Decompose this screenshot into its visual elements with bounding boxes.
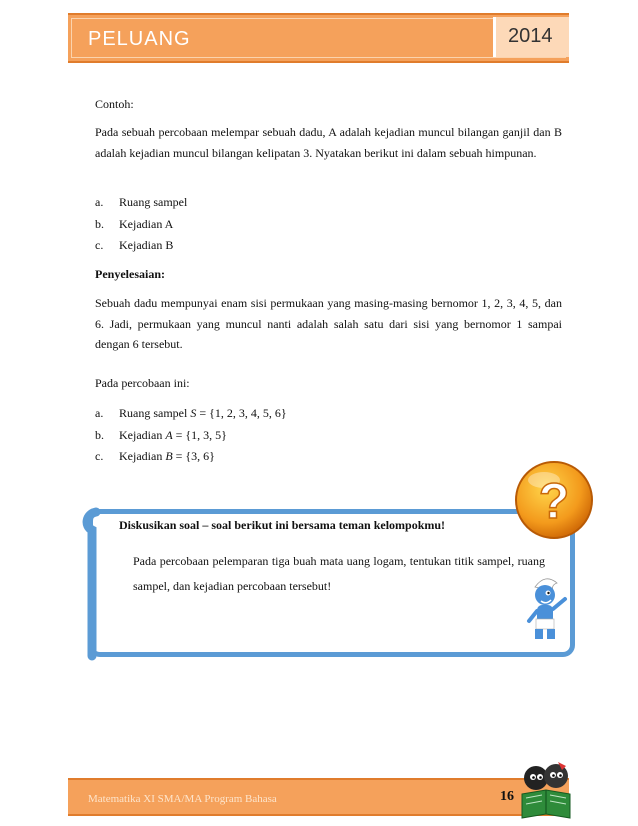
item-value: = {1, 2, 3, 4, 5, 6}	[196, 406, 287, 420]
list-text	[119, 425, 227, 447]
year-badge	[493, 17, 569, 57]
chapter-title: PELUANG	[88, 28, 191, 50]
item-value: = {3, 6}	[172, 449, 215, 463]
list-letter: c.	[95, 238, 104, 252]
page-number: 16	[500, 789, 514, 804]
example-heading: Contoh:	[95, 97, 134, 111]
list-letter: a.	[95, 406, 104, 420]
solution-list	[95, 403, 562, 468]
list-letter: b.	[95, 216, 104, 231]
list-text: Kejadian A	[119, 216, 174, 231]
reading-mascot-icon	[518, 760, 574, 820]
discussion-title: Diskusikan soal – soal berikut ini bersama teman kelompokmu!	[119, 518, 446, 532]
item-variable: B	[165, 449, 173, 463]
footer-text: Matematika XI SMA/MA Program Bahasa	[88, 793, 277, 805]
example-list	[95, 192, 562, 257]
item-label: Ruang sampel	[119, 406, 191, 420]
list-item	[95, 403, 562, 425]
list-letter: b.	[95, 427, 104, 442]
item-label: Kejadian	[119, 449, 166, 463]
list-item	[95, 235, 562, 257]
solution-paragraph: Sebuah dadu mempunyai enam sisi permukaan yang masing-masing bernomor 1, 2, 3, 4, 5, dan 6. Jadi, permukaan yang muncul nanti adalah salah satu dari sisi yang bernomor 1 sampai dengan 6 tersebut.	[95, 296, 562, 351]
question-mark-icon	[512, 458, 596, 542]
item-variable: A	[165, 427, 173, 442]
smurf-mascot-icon	[521, 575, 571, 645]
list-item	[95, 425, 562, 447]
discussion-text: Pada percobaan pelemparan tiga buah mata uang logam, tentukan titik sampel, ruang sampel, dan kejadian percobaan tersebut!	[133, 554, 545, 593]
page-footer	[68, 778, 569, 816]
item-variable: S	[190, 406, 197, 420]
item-value: = {1, 3, 5}	[172, 427, 227, 442]
list-item	[95, 192, 562, 214]
list-item	[95, 446, 562, 468]
list-item	[95, 214, 562, 236]
list-letter: a.	[95, 195, 104, 209]
list-text: Ruang sampel	[119, 195, 188, 209]
box-hook-decoration	[82, 506, 112, 666]
solution-heading: Penyelesaian:	[95, 267, 165, 281]
svg-text:?: ?	[538, 473, 570, 529]
list-text	[119, 403, 287, 425]
list-text	[119, 446, 215, 468]
year-text: 2014	[508, 25, 553, 47]
solution-intro: Pada percobaan ini:	[95, 376, 190, 390]
list-letter: c.	[95, 449, 104, 463]
list-text: Kejadian B	[119, 238, 174, 252]
example-problem: Pada sebuah percobaan melempar sebuah dadu, A adalah kejadian muncul bilangan ganjil dan B adalah kejadian muncul bilangan kelipatan 3. Nyatakan berikut ini dalam sebuah himpunan.	[95, 125, 562, 160]
item-label: Kejadian	[119, 427, 166, 442]
